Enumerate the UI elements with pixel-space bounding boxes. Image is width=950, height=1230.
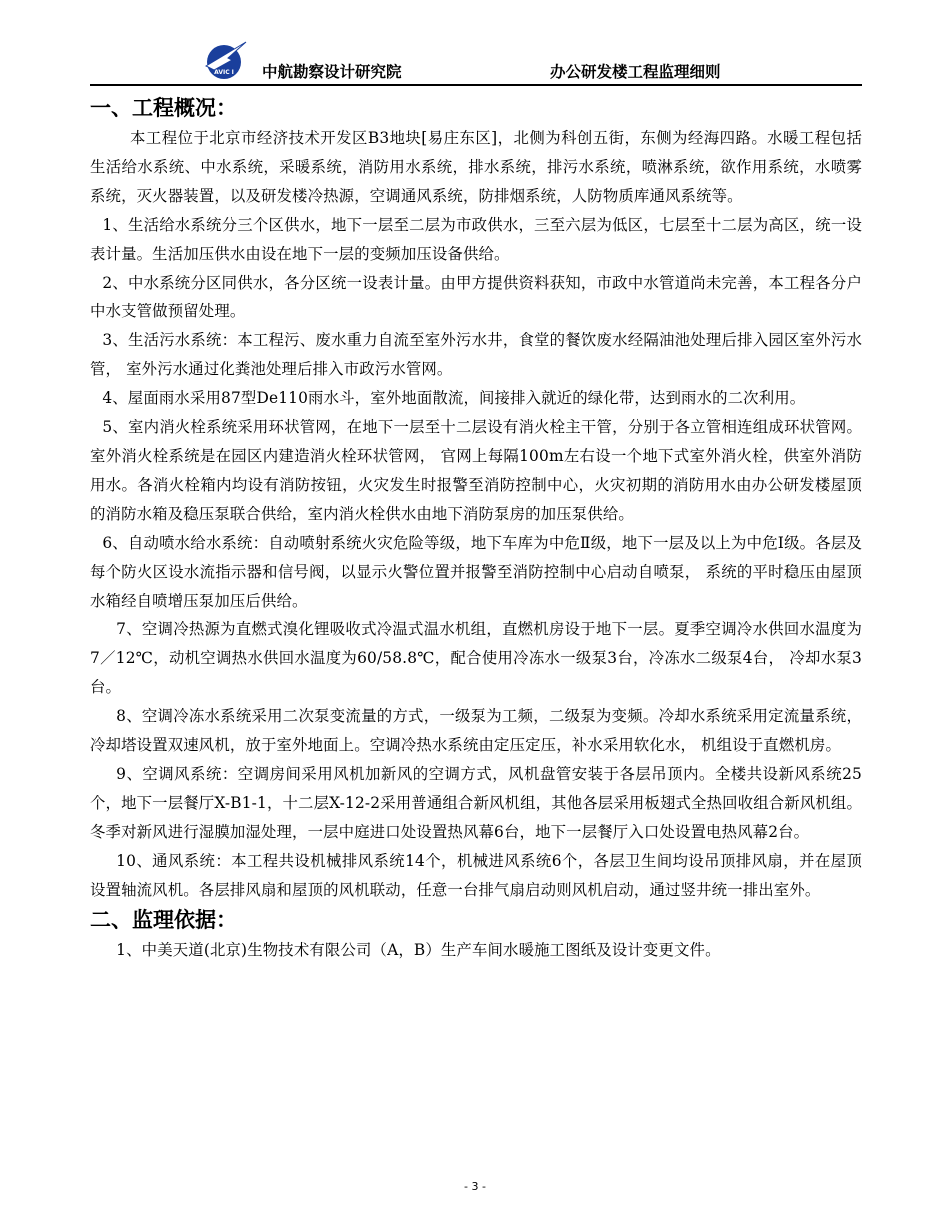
page-number: - 3 - — [464, 1180, 486, 1193]
overview-item: 10、通风系统：本工程共设机械排风系统14个，机械进风系统6个，各层卫生间均设吊顶排风扇，并在屋顶设置轴流风机。各层排风扇和屋顶的风机联动，任意一台排气扇启动则风机启动，通过竖井统一排出室外。 — [90, 851, 862, 899]
overview-item: 6、自动喷水给水系统：自动喷射系统火灾危险等级，地下车库为中危Ⅱ级，地下一层及以上为中危Ⅰ级。各层及每个防火区设水流指示器和信号阀，以显示火警位置并报警至消防控制中心启动自喷泵， 系统的平时稳压由屋顶水箱经自喷增压泵加压后供给。 — [90, 533, 862, 610]
doc-title: 办公研发楼工程监理细则 — [550, 63, 721, 81]
overview-item: 8、空调冷冻水系统采用二次泵变流量的方式，一级泵为工频，二级泵为变频。冷却水系统采用定流量系统，冷却塔设置双速风机，放于室外地面上。空调冷热水系统由定压定压，补水采用软化水， 机组设于直燃机房。 — [90, 707, 862, 755]
overview-item: 9、空调风系统：空调房间采用风机加新风的空调方式，风机盘管安装于各层吊顶内。全楼共设新风系统25个，地下一层餐厅X-B1-1，十二层X-12-2采用普通组合新风机组，其他各层采用板翅式全热回收组合新风机组。冬季对新风进行湿膜加湿处理，一层中庭进口处设置热风幕6台，地下一层餐厅入口处设置电热风幕2台。 — [90, 764, 862, 841]
overview-item: 5、室内消火栓系统采用环状管网，在地下一层至十二层设有消火栓主干管，分别于各立管相连组成环状管网。室外消火栓系统是在园区内建造消火栓环状管网， 官网上每隔100m左右设一个地下式室外消火栓，供室外消防用水。各消火栓箱内均设有消防按钮，火灾发生时报警至消防控制中心，火灾初期的消防用水由办公研发楼屋顶的消防水箱及稳压泵联合供给，室内消火栓供水由地下消防泵房的加压泵供给。 — [90, 418, 862, 523]
basis-item: 1、中美天道(北京)生物技术有限公司（A，B）生产车间水暖施工图纸及设计变更文件。 — [116, 941, 721, 960]
logo-text: AVIC I — [214, 69, 234, 76]
overview-item: 3、生活污水系统：本工程污、废水重力自流至室外污水井，食堂的餐饮废水经隔油池处理后排入园区室外污水管， 室外污水通过化粪池处理后排入市政污水管网。 — [90, 331, 862, 379]
overview-item: 2、中水系统分区同供水，各分区统一设表计量。由甲方提供资料获知，市政中水管道尚未完善，本工程各分户中水支管做预留处理。 — [90, 273, 862, 321]
overview-item: 7、空调冷热源为直燃式溴化锂吸收式冷温式温水机组，直燃机房设于地下一层。夏季空调冷水供回水温度为7／12℃，动机空调热水供回水温度为60/58.8℃，配合使用冷冻水一级泵3台，冷冻水二级泵4台， 冷却水泵3台。 — [90, 620, 862, 697]
overview-item: 4、屋面雨水采用87型De110雨水斗，室外地面散流，间接排入就近的绿化带，达到雨水的二次利用。 — [102, 389, 806, 408]
header-divider — [90, 84, 862, 86]
document-body — [90, 92, 862, 965]
overview-item: 1、生活给水系统分三个区供水，地下一层至二层为市政供水，三至六层为低区，七层至十二层为高区，统一设表计量。生活加压供水由设在地下一层的变频加压设备供给。 — [90, 215, 862, 263]
avic-logo-icon — [202, 36, 250, 84]
page-header — [90, 30, 862, 86]
section-heading-basis: 二、监理依据： — [90, 908, 237, 933]
overview-intro: 本工程位于北京市经济技术开发区B3地块[易庄东区]，北侧为科创五街，东侧为经海四路。水暖工程包括生活给水系统、中水系统，采暖系统，消防用水系统，排水系统，排污水系统，喷淋系统，欲作用系统，水喷雾系统，灭火器装置，以及研发楼冷热源，空调通风系统，防排烟系统，人防物质库通风系统等。 — [90, 129, 862, 205]
section-heading-overview: 一、工程概况： — [90, 96, 237, 120]
org-name: 中航勘察设计研究院 — [262, 63, 402, 81]
